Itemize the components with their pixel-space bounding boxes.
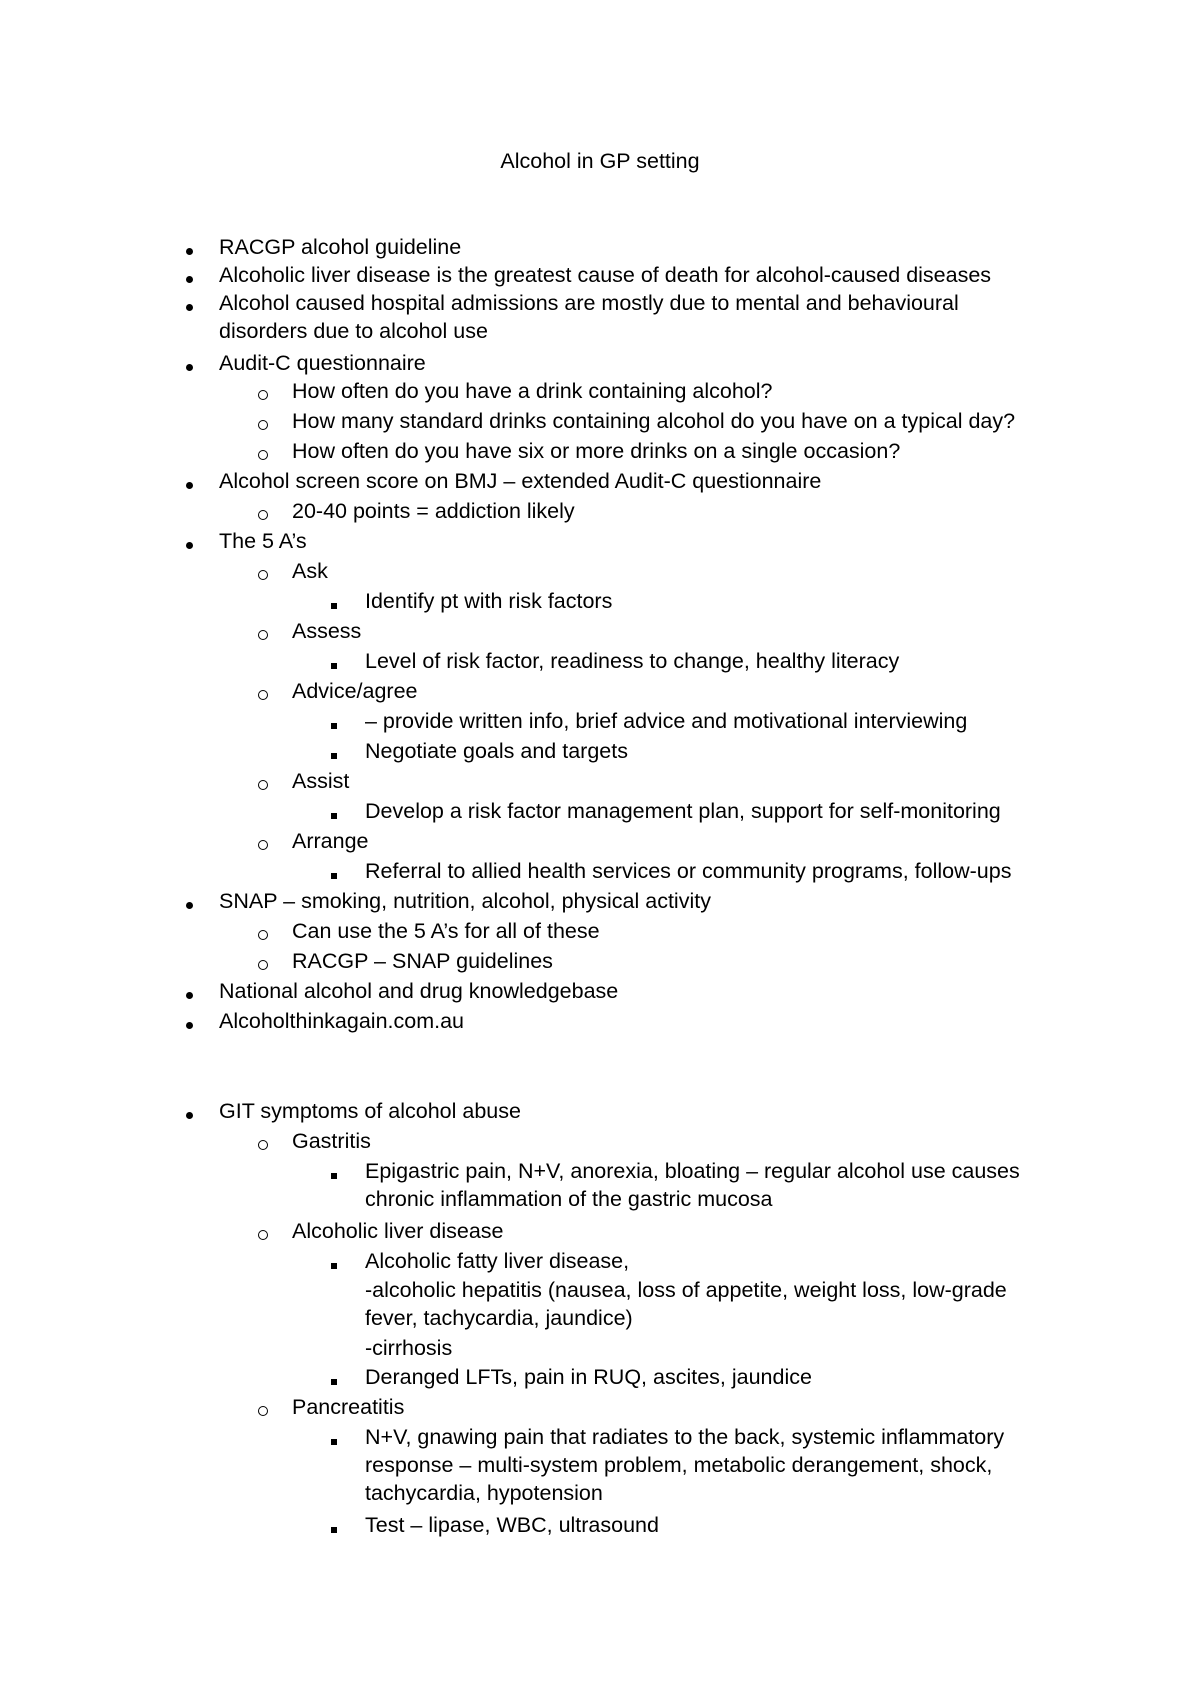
bullet-square: [331, 1527, 337, 1533]
bullet-square: [331, 813, 337, 819]
bullet-circle: [258, 630, 268, 640]
bullet-disc: [186, 276, 193, 283]
bullet-disc: [186, 902, 193, 909]
list-item-continuation: -cirrhosis: [365, 1336, 453, 1360]
list-item: – provide written info, brief advice and motivational interviewing: [365, 709, 968, 733]
list-item: Test – lipase, WBC, ultrasound: [365, 1513, 659, 1537]
bullet-square: [331, 1173, 337, 1179]
list-item: Alcohol screen score on BMJ – extended Audit-C questionnaire: [219, 469, 822, 493]
bullet-disc: [186, 482, 193, 489]
list-item: Arrange: [292, 829, 369, 853]
bullet-square: [331, 1263, 337, 1269]
list-item: Ask: [292, 559, 328, 583]
list-item: Gastritis: [292, 1129, 371, 1153]
bullet-disc: [186, 304, 193, 311]
bullet-disc: [186, 1022, 193, 1029]
list-item: The 5 A’s: [219, 529, 307, 553]
bullet-disc: [186, 1112, 193, 1119]
list-item: How many standard drinks containing alcohol do you have on a typical day?: [292, 409, 1016, 433]
list-item: SNAP – smoking, nutrition, alcohol, physical activity: [219, 889, 711, 913]
list-item: Advice/agree: [292, 679, 418, 703]
list-item: 20-40 points = addiction likely: [292, 499, 575, 523]
list-item: Alcoholic liver disease is the greatest cause of death for alcohol-caused diseases: [219, 263, 992, 287]
bullet-square: [331, 1379, 337, 1385]
bullet-disc: [186, 542, 193, 549]
bullet-circle: [258, 510, 268, 520]
list-item-continuation: -alcoholic hepatitis (nausea, loss of appetite, weight loss, low-grade fever, tachycardia, jaundice): [365, 1278, 1007, 1330]
list-item: Pancreatitis: [292, 1395, 405, 1419]
bullet-circle: [258, 1406, 268, 1416]
list-item: RACGP alcohol guideline: [219, 235, 462, 259]
bullet-square: [331, 723, 337, 729]
list-item: Assist: [292, 769, 350, 793]
bullet-circle: [258, 780, 268, 790]
list-item: Identify pt with risk factors: [365, 589, 613, 613]
bullet-disc: [186, 364, 193, 371]
bullet-circle: [258, 840, 268, 850]
page-title: Alcohol in GP setting: [500, 149, 700, 173]
list-item: How often do you have six or more drinks on a single occasion?: [292, 439, 901, 463]
list-item: Alcoholic fatty liver disease,: [365, 1249, 630, 1273]
list-item: Can use the 5 A’s for all of these: [292, 919, 600, 943]
list-item: National alcohol and drug knowledgebase: [219, 979, 619, 1003]
list-item: RACGP – SNAP guidelines: [292, 949, 553, 973]
list-item: Negotiate goals and targets: [365, 739, 628, 763]
bullet-circle: [258, 930, 268, 940]
list-item: Alcohol caused hospital admissions are mostly due to mental and behavioural disorders due to alcohol use: [219, 291, 959, 343]
list-item: Alcoholthinkagain.com.au: [219, 1009, 465, 1033]
list-item: GIT symptoms of alcohol abuse: [219, 1099, 521, 1123]
list-item: How often do you have a drink containing alcohol?: [292, 379, 773, 403]
bullet-square: [331, 1439, 337, 1445]
list-item: Level of risk factor, readiness to change, healthy literacy: [365, 649, 900, 673]
list-item: Assess: [292, 619, 362, 643]
list-item: Audit-C questionnaire: [219, 351, 426, 375]
bullet-square: [331, 603, 337, 609]
list-item: Deranged LFTs, pain in RUQ, ascites, jaundice: [365, 1365, 812, 1389]
bullet-circle: [258, 420, 268, 430]
bullet-circle: [258, 570, 268, 580]
bullet-circle: [258, 390, 268, 400]
bullet-circle: [258, 450, 268, 460]
bullet-circle: [258, 1230, 268, 1240]
bullet-circle: [258, 1140, 268, 1150]
list-item: Alcoholic liver disease: [292, 1219, 504, 1243]
bullet-circle: [258, 960, 268, 970]
bullet-disc: [186, 992, 193, 999]
bullet-square: [331, 753, 337, 759]
list-item: N+V, gnawing pain that radiates to the back, systemic inflammatory response – multi-system problem, metabolic derangement, shock, tachycardia, hypotension: [365, 1425, 1005, 1505]
list-item: Referral to allied health services or community programs, follow-ups: [365, 859, 1012, 883]
bullet-circle: [258, 690, 268, 700]
list-item: Develop a risk factor management plan, support for self-monitoring: [365, 799, 1001, 823]
bullet-disc: [186, 248, 193, 255]
bullet-square: [331, 873, 337, 879]
list-item: Epigastric pain, N+V, anorexia, bloating – regular alcohol use causes chronic inflammation of the gastric mucosa: [365, 1159, 1020, 1211]
bullet-square: [331, 663, 337, 669]
